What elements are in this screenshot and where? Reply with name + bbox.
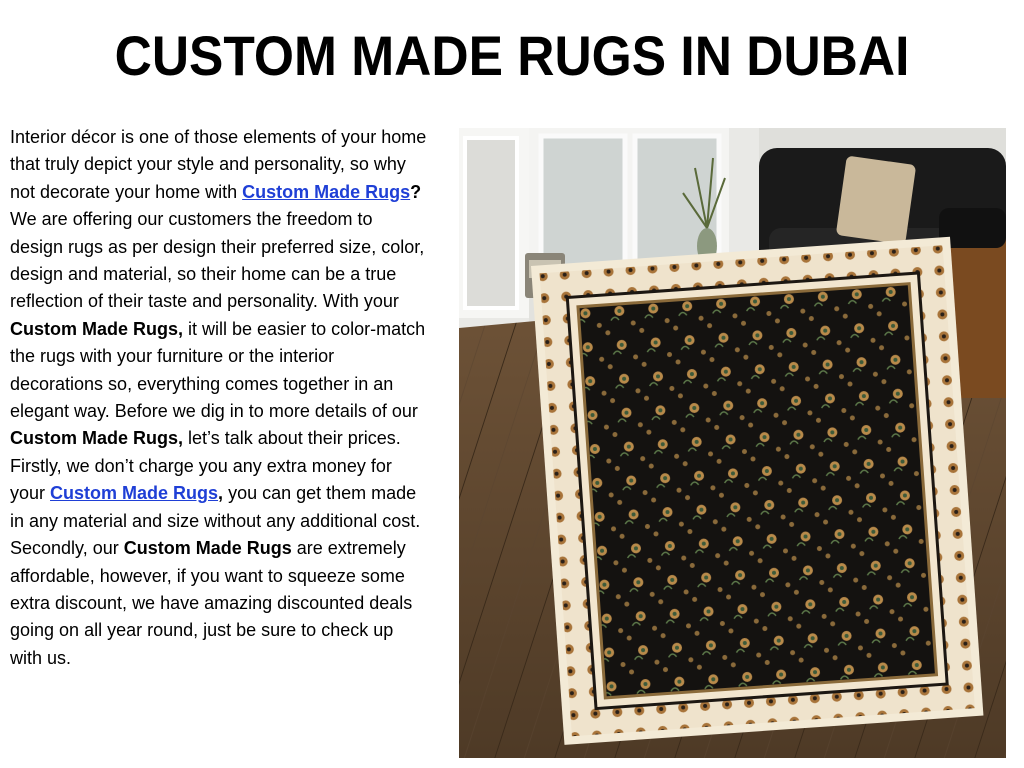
article-paragraph bbox=[10, 124, 430, 672]
bold-keyword: Custom Made Rugs bbox=[123, 538, 292, 559]
text-segment: let’s talk about their prices. Firstly, we don’t charge you any extra money for your bbox=[10, 428, 401, 504]
text-segment: are extremely affordable, however, if you want to squeeze some extra discount, we have amazing discounted deals going on all year round, just be sure to check up with us. bbox=[10, 538, 413, 668]
rug-room-photo bbox=[459, 128, 1006, 758]
custom-made-rugs-link[interactable]: Custom Made Rugs bbox=[242, 181, 411, 202]
text-segment: We are offering our customers the freedom to design rugs as per design their preferred size, color, design and material, so their home can be a true reflection of their taste and personality. With your bbox=[10, 209, 425, 312]
text-segment: Interior décor is one of those elements of your home that truly depict your style and personality, so why not decorate your home with bbox=[10, 127, 427, 202]
page-title: CUSTOM MADE RUGS IN DUBAI bbox=[114, 24, 910, 87]
bold-keyword: Custom Made Rugs, bbox=[10, 318, 184, 339]
text-segment: it will be easier to color-match the rugs with your furniture or the interior decorations so, everything comes together in an elegant way. Before we dig in to more details of our bbox=[10, 318, 426, 422]
bold-keyword: Custom Made Rugs, bbox=[10, 428, 184, 449]
text-segment: , bbox=[218, 483, 224, 504]
text-segment: ? bbox=[410, 181, 422, 202]
custom-made-rugs-link[interactable]: Custom Made Rugs bbox=[50, 483, 219, 504]
text-segment: you can get them made in any material and size without any additional cost. Secondly, our bbox=[10, 483, 421, 559]
